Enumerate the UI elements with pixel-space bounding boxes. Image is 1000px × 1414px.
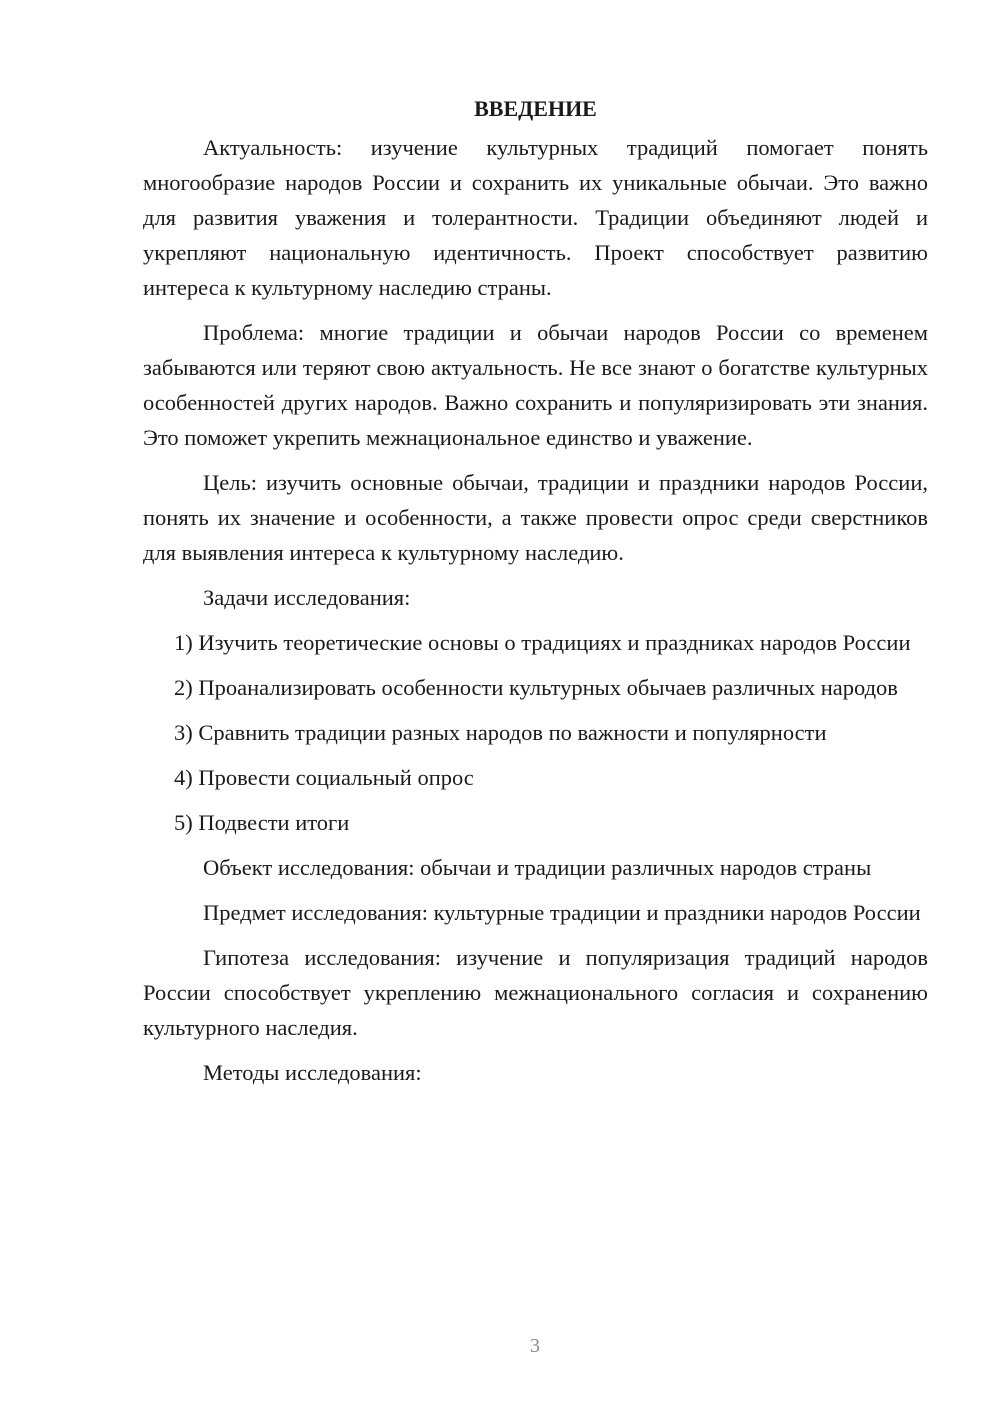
task-item: 3) Сравнить традиции разных народов по важности и популярности (174, 720, 827, 745)
problem-paragraph: Проблема: многие традиции и обычаи народов России со временем забываются или теряют свою актуальность. Не все знают о богатстве культурных особенностей других народов. Важно сохранить и популяризировать эти знания. Это поможет укрепить межнациональное единство и уважение. (143, 320, 928, 450)
page-content (143, 92, 928, 1100)
task-item: 4) Провести социальный опрос (174, 765, 474, 790)
task-item: 2) Проанализировать особенности культурных обычаев различных народов (174, 675, 898, 700)
task-item: 5) Подвести итоги (174, 810, 350, 835)
relevance-paragraph: Актуальность: изучение культурных традиций помогает понять многообразие народов России и сохранить их уникальные обычаи. Это важно для развития уважения и толерантности. Традиции объединяют людей и укрепляют национальную идентичность. Проект способствует развитию интереса к культурному наследию страны. (143, 135, 928, 300)
section-heading: ВВЕДЕНИЕ (474, 96, 597, 121)
object-paragraph: Объект исследования: обычаи и традиции различных народов страны (203, 855, 872, 880)
task-item: 1) Изучить теоретические основы о традициях и праздниках народов России (174, 630, 911, 655)
goal-paragraph: Цель: изучить основные обычаи, традиции и праздники народов России, понять их значение и особенности, а также провести опрос среди сверстников для выявления интереса к культурному наследию. (143, 470, 928, 565)
tasks-list (143, 625, 928, 840)
tasks-title: Задачи исследования: (203, 585, 411, 610)
page-number: 3 (530, 1335, 540, 1357)
hypothesis-paragraph: Гипотеза исследования: изучение и популяризация традиций народов России способствует укреплению межнационального согласия и сохранению культурного наследия. (143, 945, 928, 1040)
methods-title: Методы исследования: (203, 1060, 422, 1085)
subject-paragraph: Предмет исследования: культурные традиции и праздники народов России (203, 900, 921, 925)
